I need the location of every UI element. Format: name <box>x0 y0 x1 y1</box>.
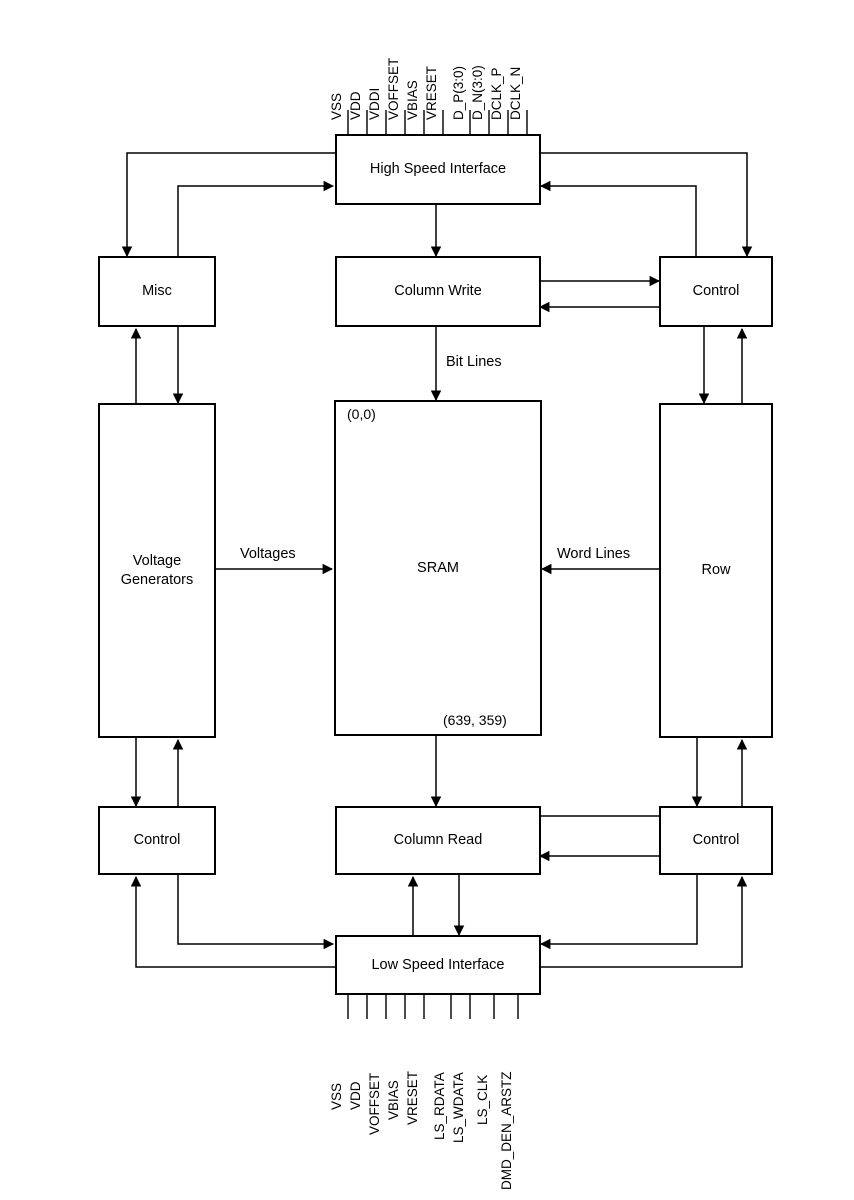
top-pin-label-dclk-n: DCLK_N <box>508 66 523 120</box>
signal-label-word-lines: Word Lines <box>557 546 631 562</box>
bottom-pin-label-vdd: VDD <box>348 1081 363 1110</box>
block-control-bottom-right[interactable] <box>659 806 773 875</box>
sram-origin-coordinate: (0,0) <box>347 406 376 422</box>
bottom-pin-label-ls-wdata: LS_WDATA <box>451 1072 466 1143</box>
block-label-control-bottom-right: Control <box>692 832 740 849</box>
block-column-read[interactable] <box>335 806 541 875</box>
bottom-pin-label-vreset: VRESET <box>405 1070 420 1125</box>
block-high-speed-interface[interactable] <box>335 134 541 205</box>
top-pin-label-vbias: VBIAS <box>405 80 420 120</box>
bottom-pin-label-vss: VSS <box>329 1082 344 1110</box>
block-column-write[interactable] <box>335 256 541 327</box>
sram-extent-coordinate: (639, 359) <box>443 712 507 728</box>
block-control-bottom-left[interactable] <box>98 806 216 875</box>
top-pin-label-d-p: D_P(3:0) <box>451 65 466 120</box>
top-pin-label-vss: VSS <box>329 92 344 120</box>
top-pin-label-voffset: VOFFSET <box>386 57 401 120</box>
block-label-control-bottom-left: Control <box>133 832 181 849</box>
top-pin-label-vddi: VDDI <box>367 87 382 120</box>
block-label-misc: Misc <box>142 283 172 300</box>
block-label-low-speed-interface: Low Speed Interface <box>371 956 505 973</box>
bottom-pin-label-vbias: VBIAS <box>386 1080 401 1120</box>
bottom-pin-label-dmd-den-arstz: DMD_DEN_ARSTZ <box>499 1071 514 1190</box>
top-pin-label-vdd: VDD <box>348 91 363 120</box>
block-label-voltage-generators-line2: Generators <box>120 571 194 588</box>
bottom-pin-label-voffset: VOFFSET <box>367 1072 382 1135</box>
block-label-control-top-right: Control <box>692 283 740 300</box>
block-label-row: Row <box>701 562 731 579</box>
block-low-speed-interface[interactable] <box>335 935 541 995</box>
bottom-pin-label-ls-rdata: LS_RDATA <box>432 1072 447 1140</box>
bottom-pin-label-ls-clk: LS_CLK <box>475 1074 490 1125</box>
block-label-high-speed-interface: High Speed Interface <box>369 161 507 178</box>
top-pin-label-dclk-p: DCLK_P <box>489 67 504 120</box>
block-misc[interactable] <box>98 256 216 327</box>
block-control-top-right[interactable] <box>659 256 773 327</box>
top-pin-label-vreset: VRESET <box>424 65 439 120</box>
block-label-sram: SRAM <box>417 559 459 576</box>
signal-label-bit-lines: Bit Lines <box>446 354 502 370</box>
block-label-voltage-generators-line1: Voltage <box>132 553 182 570</box>
signal-label-voltages: Voltages <box>240 546 296 562</box>
top-pin-label-d-n: D_N(3:0) <box>470 65 485 120</box>
block-label-column-read: Column Read <box>393 832 483 849</box>
block-voltage-generators[interactable] <box>98 403 216 738</box>
block-sram[interactable] <box>334 400 542 736</box>
block-label-column-write: Column Write <box>394 283 482 300</box>
block-row[interactable] <box>659 403 773 738</box>
